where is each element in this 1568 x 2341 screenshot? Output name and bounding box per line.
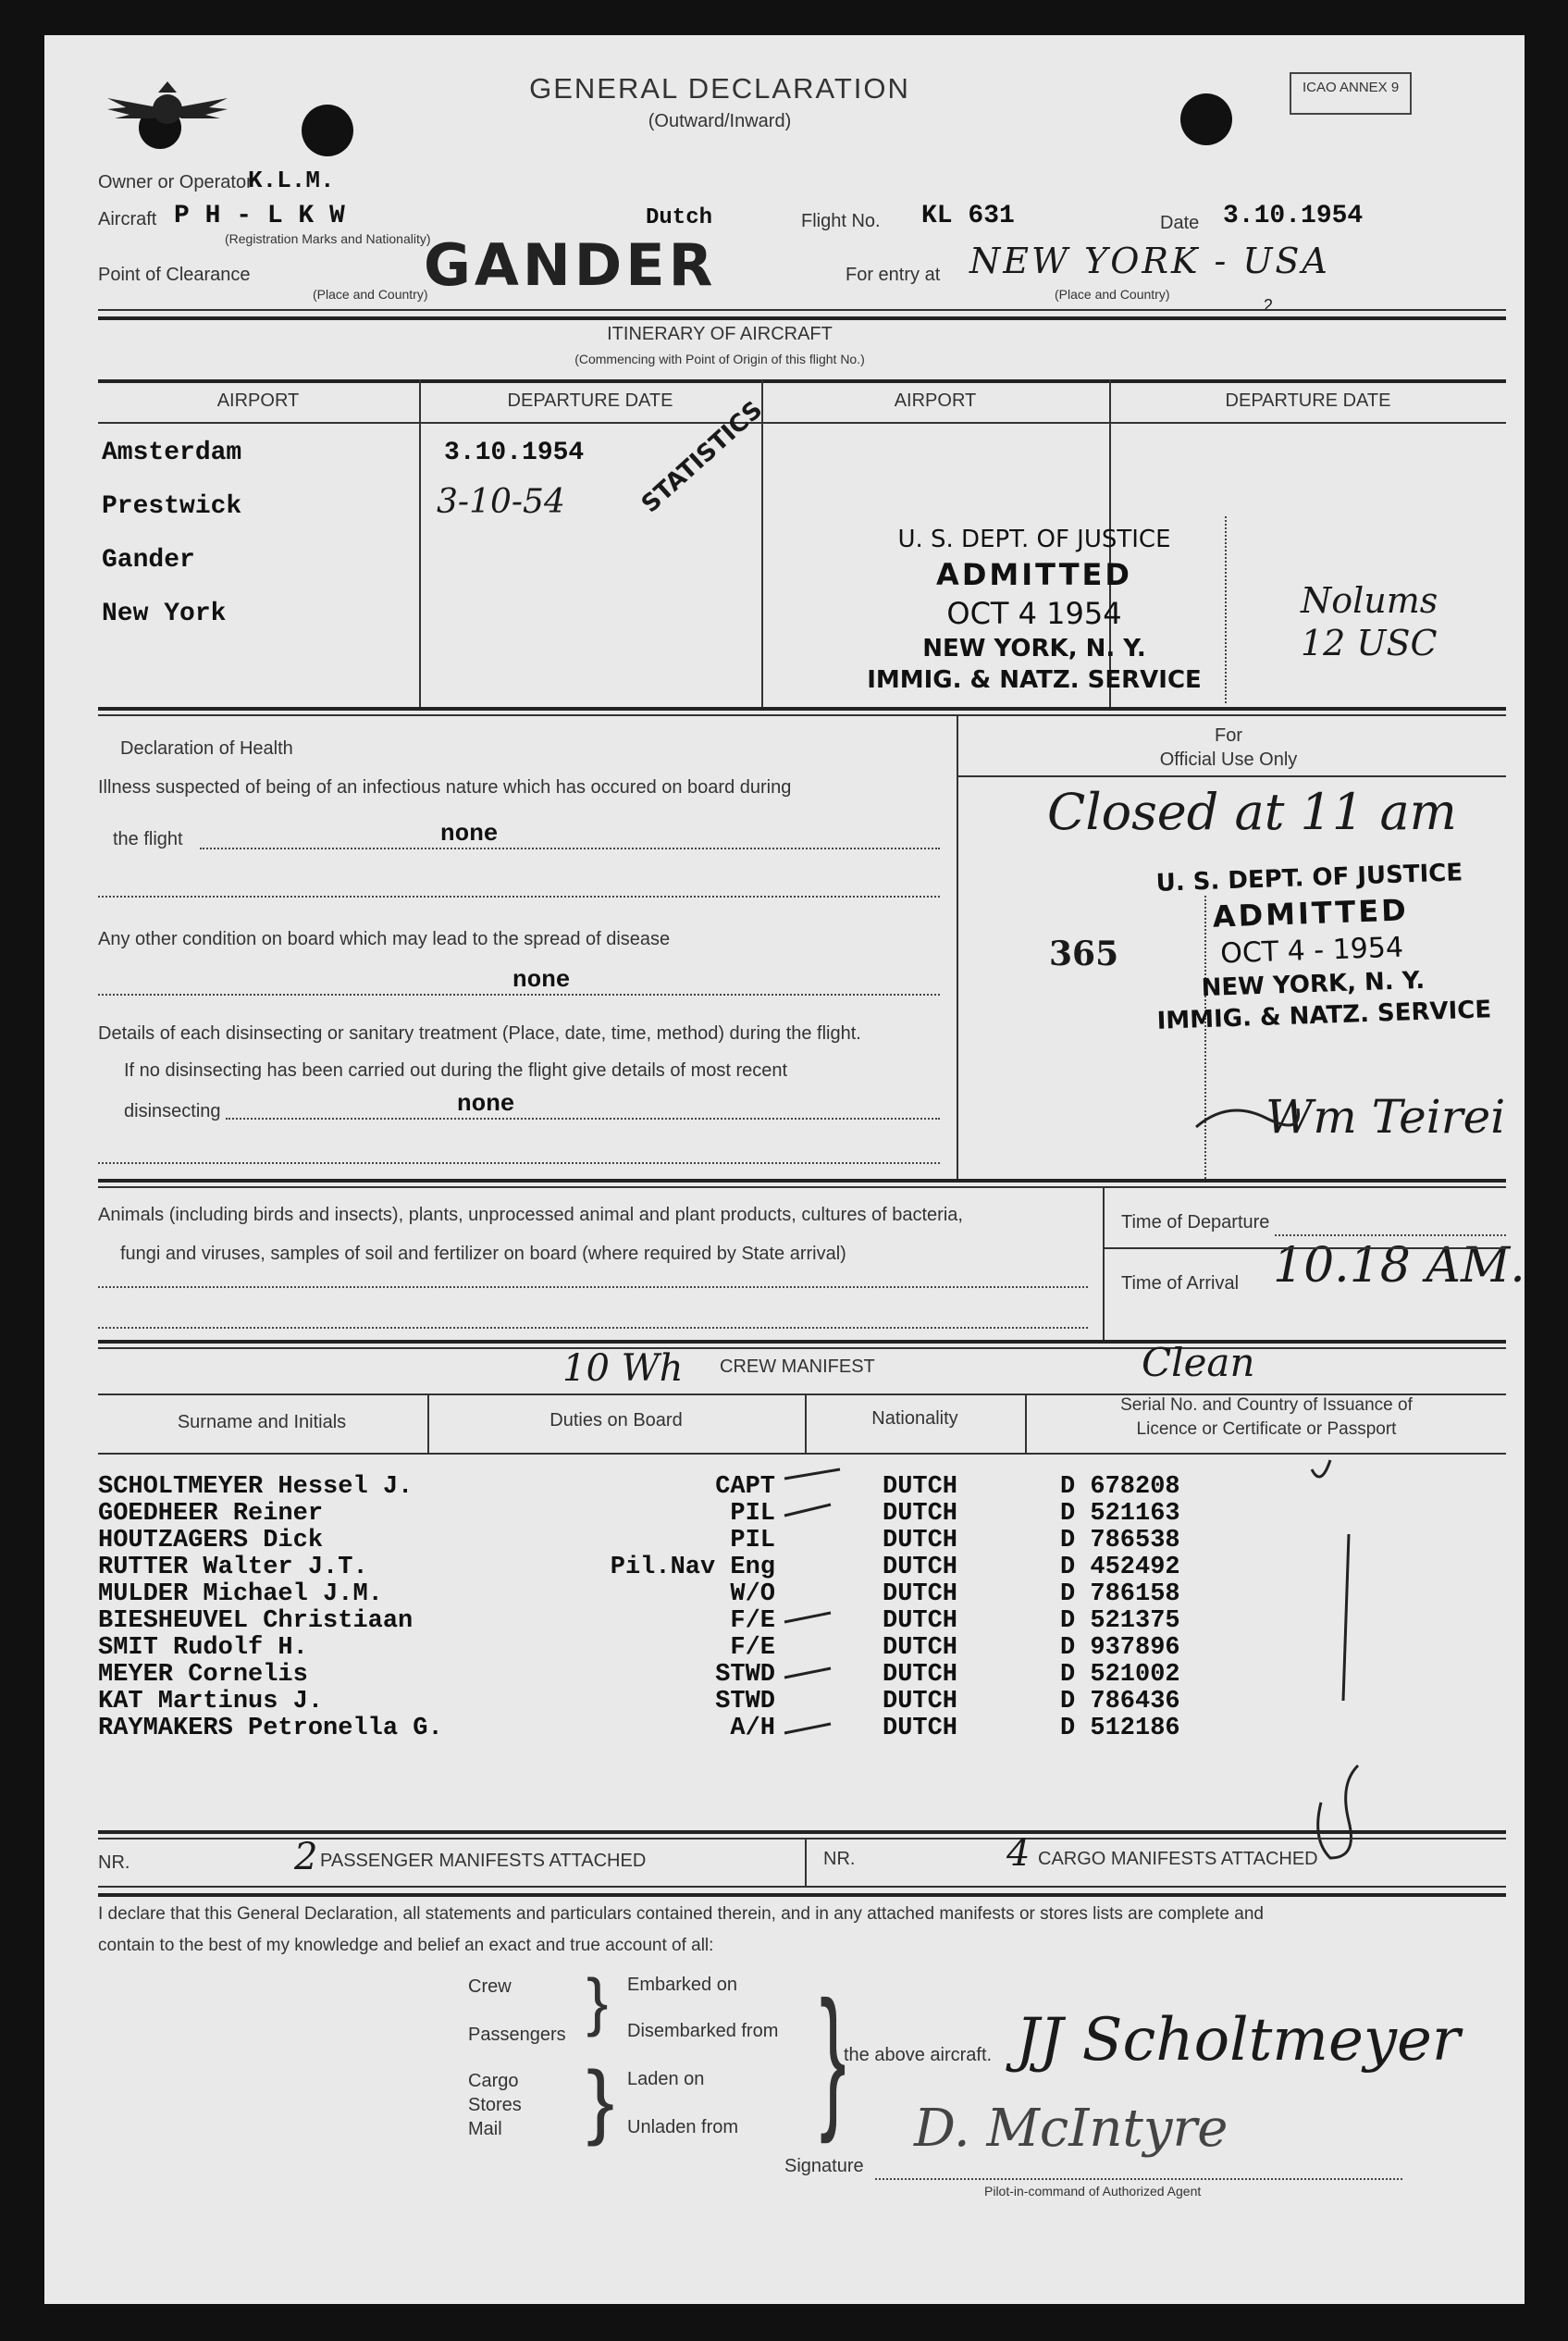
decl-mail: Mail (468, 2119, 502, 2139)
signature-label: Signature (784, 2156, 864, 2176)
stamp-date: OCT 4 - 1954 (1219, 931, 1404, 971)
crew-nationality: DUTCH (883, 1473, 958, 1501)
nationality-value: Dutch (646, 205, 713, 230)
decl-embarked: Embarked on (627, 1975, 737, 1995)
col-airport-1: AIRPORT (216, 390, 300, 411)
rule (98, 1893, 1506, 1897)
fill-line (98, 1286, 1088, 1288)
itinerary-subtitle: (Commencing with Point of Origin of this flight No.) (574, 352, 865, 366)
col-departure-1: DEPARTURE DATE (507, 390, 673, 411)
rule (98, 707, 1506, 711)
crew-name: SMIT Rudolf H. (98, 1634, 308, 1662)
stamp-admitted: ADMITTED (936, 557, 1132, 592)
statistics-stamp: STATISTICS (636, 396, 769, 519)
rule (98, 1186, 1506, 1188)
page-mark: 2 (1264, 296, 1274, 315)
crew-duty: F/E (730, 1634, 775, 1662)
decl-disembarked: Disembarked from (627, 2021, 779, 2041)
cargo-count: 4 (1006, 1832, 1031, 1875)
itinerary-title: ITINERARY OF AIRCRAFT (607, 324, 833, 344)
crew-serial: D 521163 (1060, 1500, 1180, 1528)
form-title: GENERAL DECLARATION (529, 72, 910, 105)
crew-duty: F/E (730, 1607, 775, 1635)
itinerary-date-handwritten: 3-10-54 (437, 483, 565, 521)
crew-nationality: DUTCH (883, 1527, 958, 1554)
punch-hole (302, 105, 353, 156)
official-handwritten-note: Closed at 11 am (1047, 783, 1457, 841)
crew-nationality: DUTCH (883, 1580, 958, 1608)
signature-line (875, 2178, 1402, 2180)
crew-duty: A/H (730, 1715, 775, 1742)
passenger-manifest-label: PASSENGER MANIFESTS ATTACHED (320, 1851, 647, 1871)
official-title: Official Use Only (1159, 749, 1298, 770)
decl-crew: Crew (468, 1976, 512, 1997)
itinerary-airport: Amsterdam (102, 439, 242, 467)
decl-brace-1: } (586, 1965, 609, 2038)
col-surname: Surname and Initials (177, 1412, 347, 1432)
rule (98, 1830, 1506, 1834)
rule (98, 309, 1506, 311)
fill-line (98, 1327, 1088, 1329)
decl-brace-2: } (586, 2055, 615, 2148)
crew-serial: D 452492 (1060, 1554, 1180, 1581)
aircraft-value: P H - L K W (174, 202, 345, 230)
entry-place-note: (Place and Country) (1055, 287, 1170, 302)
cargo-nr-label: NR. (823, 1849, 856, 1869)
arrival-time-value: 10.18 AM. (1273, 1238, 1525, 1294)
passenger-count: 2 (294, 1836, 318, 1878)
crew-name: MEYER Cornelis (98, 1661, 308, 1689)
crew-name: RUTTER Walter J.T. (98, 1554, 368, 1581)
owner-value: K.L.M. (248, 167, 335, 194)
crew-name: SCHOLTMEYER Hessel J. (98, 1473, 414, 1501)
illness-value: none (440, 820, 499, 848)
entry-value: NEW YORK - USA (969, 241, 1330, 281)
icao-reference-box: ICAO ANNEX 9 (1290, 72, 1412, 115)
animals-text-2: fungi and viruses, samples of soil and fertilizer on board (where required by State arrival) (120, 1244, 846, 1264)
section-divider (957, 716, 958, 1179)
flight-value: KL 631 (921, 202, 1015, 230)
stamp-admitted: ADMITTED (1212, 892, 1410, 935)
flight-label-health: the flight (113, 829, 183, 849)
crew-nationality: DUTCH (883, 1634, 958, 1662)
decl-stores: Stores (468, 2095, 522, 2115)
crew-nationality: DUTCH (883, 1554, 958, 1581)
crew-serial: D 786538 (1060, 1527, 1180, 1554)
crew-nationality: DUTCH (883, 1500, 958, 1528)
bracket-mark (1275, 1451, 1386, 1877)
stamp-dept: U. S. DEPT. OF JUSTICE (1155, 859, 1463, 898)
rule (98, 1347, 1506, 1349)
stamp-edge (1225, 516, 1227, 703)
cargo-manifest-label: CARGO MANIFESTS ATTACHED (1038, 1849, 1318, 1869)
rule (98, 1886, 1506, 1888)
crew-name: MULDER Michael J.M. (98, 1580, 383, 1608)
illness-label: Illness suspected of being of an infectious nature which has occured on board during (98, 777, 792, 798)
decl-cargo: Cargo (468, 2071, 519, 2091)
rule (98, 379, 1506, 383)
crew-name: HOUTZAGERS Dick (98, 1527, 324, 1554)
official-for-label: For (1215, 725, 1242, 746)
admitted-stamp-2 (1152, 859, 1492, 1035)
departure-time-label: Time of Departure (1121, 1212, 1270, 1232)
condition-value: none (512, 966, 571, 994)
declaration-document (44, 35, 1525, 2304)
fill-line (98, 994, 940, 996)
crew-name: GOEDHEER Reiner (98, 1500, 324, 1528)
klm-logo-icon (98, 72, 237, 137)
fill-line (98, 1162, 940, 1164)
crew-duty: W/O (730, 1580, 775, 1608)
stamp-city: NEW YORK, N. Y. (922, 635, 1146, 663)
stamp-city: NEW YORK, N. Y. (1201, 966, 1426, 1003)
col-serial: Serial No. and Country of Issuance of (1120, 1395, 1413, 1415)
crew-serial: D 937896 (1060, 1634, 1180, 1662)
condition-label: Any other condition on board which may lead to the spread of disease (98, 929, 671, 949)
stamp-date: OCT 4 1954 (946, 596, 1122, 631)
clearance-label: Point of Clearance (98, 265, 251, 285)
punch-hole (1180, 93, 1232, 145)
signer-label: Pilot-in-command of Authorized Agent (984, 2184, 1202, 2199)
declaration-text: I declare that this General Declaration, all statements and particulars contained therein, and in any attached manifests or stores lists are complete and (98, 1904, 1264, 1924)
registration-note: (Registration Marks and Nationality) (225, 231, 431, 246)
aircraft-label: Aircraft (98, 209, 157, 229)
flight-label: Flight No. (801, 211, 881, 231)
decl-unladen: Unladen from (627, 2117, 739, 2137)
col-departure-2: DEPARTURE DATE (1225, 390, 1391, 411)
itinerary-date: 3.10.1954 (444, 439, 585, 467)
decl-above-aircraft: the above aircraft. (844, 2045, 993, 2065)
crew-duty: Pil.Nav Eng (610, 1554, 775, 1581)
crew-name: RAYMAKERS Petronella G. (98, 1715, 443, 1742)
clearance-place-note: (Place and Country) (313, 287, 428, 302)
disinsect-label-2: If no disinsecting has been carried out during the flight give details of most recent (124, 1060, 788, 1081)
col-duties: Duties on Board (549, 1410, 683, 1431)
animals-text: Animals (including birds and insects), plants, unprocessed animal and plant products, cultures of bacteria, (98, 1205, 963, 1225)
decl-brace-3: } (820, 1969, 846, 2145)
rule (958, 775, 1506, 777)
crew-serial: D 512186 (1060, 1715, 1180, 1742)
crew-hand-right: Clean (1142, 1340, 1255, 1385)
crew-nationality: DUTCH (883, 1688, 958, 1715)
crew-name: BIESHEUVEL Christiaan (98, 1607, 414, 1635)
signature-stroke (1191, 1090, 1303, 1146)
crew-duty: PIL (730, 1527, 775, 1554)
owner-label: Owner or Operator (98, 172, 253, 192)
stamp-dept: U. S. DEPT. OF JUSTICE (897, 526, 1171, 553)
crew-nationality: DUTCH (883, 1607, 958, 1635)
decl-laden: Laden on (627, 2069, 705, 2089)
col-divider (761, 379, 763, 707)
crew-duty: PIL (730, 1500, 775, 1528)
crew-serial: D 786158 (1060, 1580, 1180, 1608)
rule (98, 1340, 1506, 1344)
disinsect-label-3: disinsecting (124, 1101, 221, 1121)
disinsect-value: none (457, 1090, 515, 1118)
crew-duty: STWD (715, 1661, 775, 1689)
itinerary-airport: New York (102, 600, 227, 628)
crew-serial: D 786436 (1060, 1688, 1180, 1715)
official-number: 365 (1049, 935, 1119, 973)
disinsect-label: Details of each disinsecting or sanitary treatment (Place, date, time, method) during the flight. (98, 1023, 861, 1044)
rule (98, 422, 1506, 424)
fill-line (1275, 1234, 1506, 1236)
rule (98, 1179, 1506, 1183)
rule (1103, 1247, 1506, 1249)
handwritten-note: Nolums 12 USC (1301, 580, 1438, 663)
official-signature: Wm Teirei (1266, 1090, 1506, 1144)
stamp-service: IMMIG. & NATZ. SERVICE (1156, 996, 1492, 1035)
fill-line (200, 848, 940, 849)
col-nationality: Nationality (871, 1408, 958, 1429)
form-subtitle: (Outward/Inward) (648, 111, 792, 131)
stamp-service: IMMIG. & NATZ. SERVICE (867, 666, 1202, 694)
crew-serial: D 678208 (1060, 1473, 1180, 1501)
crew-serial: D 521002 (1060, 1661, 1180, 1689)
fill-line (98, 896, 940, 898)
admitted-stamp-1 (858, 526, 1210, 694)
itinerary-airport: Prestwick (102, 492, 242, 521)
signature-pilot: JJ Scholtmeyer (1016, 2006, 1461, 2075)
col-divider (419, 379, 421, 707)
section-divider (1103, 1188, 1105, 1342)
crew-serial: D 521375 (1060, 1607, 1180, 1635)
crew-duty: STWD (715, 1688, 775, 1715)
col-serial-2: Licence or Certificate or Passport (1136, 1419, 1397, 1439)
check-marks (766, 1460, 877, 1793)
rule (98, 714, 1506, 716)
crew-nationality: DUTCH (883, 1715, 958, 1742)
arrival-time-label: Time of Arrival (1121, 1273, 1240, 1294)
crew-name: KAT Martinus J. (98, 1688, 324, 1715)
col-airport-2: AIRPORT (894, 390, 977, 411)
date-value: 3.10.1954 (1223, 202, 1364, 230)
signature-agent: D. McIntyre (914, 2099, 1228, 2159)
clearance-value-stamp: GANDER (424, 231, 717, 299)
declaration-text-2: contain to the best of my knowledge and belief an exact and true account of all: (98, 1936, 714, 1955)
decl-passengers: Passengers (468, 2025, 566, 2045)
itinerary-airport: Gander (102, 546, 195, 575)
health-title: Declaration of Health (120, 738, 293, 759)
section-divider (805, 1839, 807, 1888)
entry-label: For entry at (846, 265, 941, 285)
crew-duty: CAPT (715, 1473, 775, 1501)
rule (98, 316, 1506, 320)
fill-line (226, 1118, 940, 1120)
crew-hand-prefix: 10 Wh (562, 1347, 684, 1390)
passenger-nr-label: NR. (98, 1852, 130, 1873)
date-label: Date (1160, 213, 1200, 233)
crew-nationality: DUTCH (883, 1661, 958, 1689)
crew-manifest-title: CREW MANIFEST (720, 1356, 875, 1377)
